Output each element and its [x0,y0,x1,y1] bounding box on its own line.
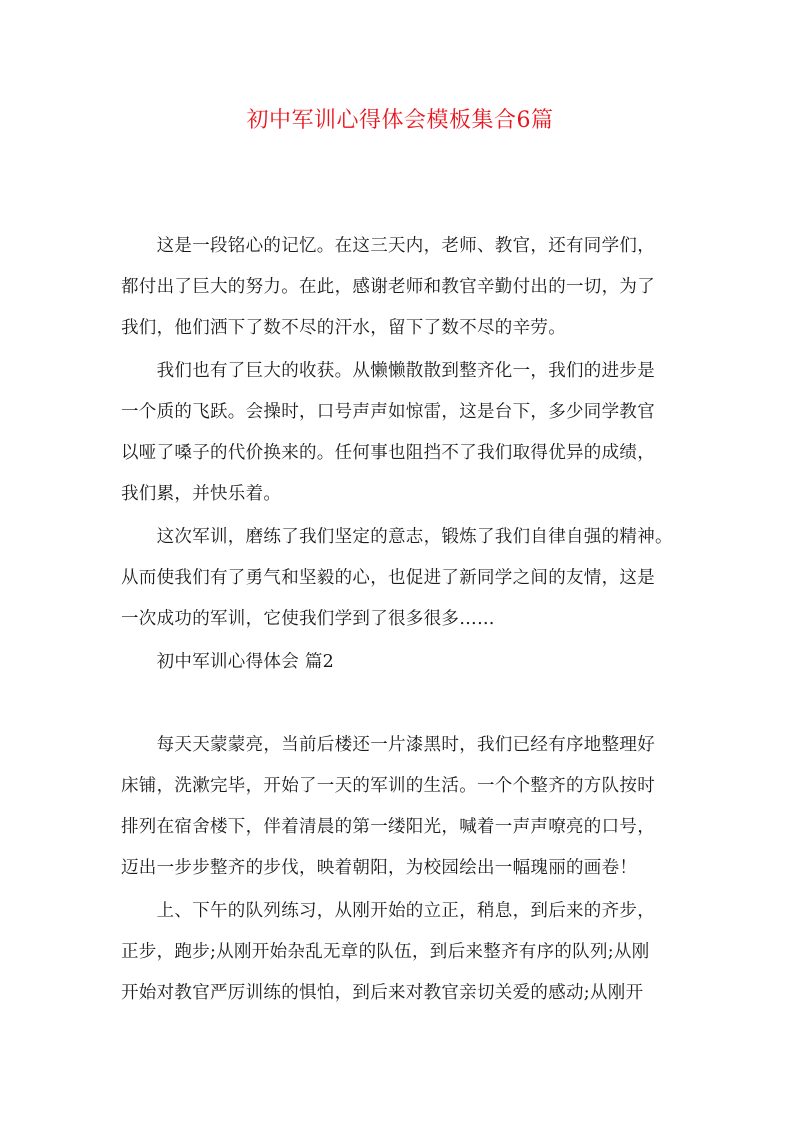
paragraph-line: 我们累，并快乐着。 [121,484,282,504]
paragraph-line: 都付出了巨大的努力。在此，感谢老师和教官辛勤付出的一切，为了 [121,277,655,297]
paragraph-line: 排列在宿舍楼下，伴着清晨的第一缕阳光，喊着一声声嘹亮的口号， [121,817,655,837]
paragraph-line: 一次成功的军训，它使我们学到了很多很多…… [121,609,495,629]
paragraph-line: 床铺，洗漱完毕，开始了一天的军训的生活。一个个整齐的方队按时 [121,776,655,796]
paragraph-line: 这是一段铭心的记忆。在这三天内，老师、教官，还有同学们， [121,236,655,256]
paragraph-line: 以哑了嗓子的代价换来的。任何事也阻挡不了我们取得优异的成绩， [121,443,655,463]
paragraph-line: 开始对教官严厉训练的惧怕，到后来对教官亲切关爱的感动;从刚开 [121,983,644,1003]
paragraph-line: 我们也有了巨大的收获。从懒懒散散到整齐化一，我们的进步是 [121,361,655,381]
paragraph-line: 迈出一步步整齐的步伐，映着朝阳，为校园绘出一幅瑰丽的画卷！ [121,858,638,878]
paragraph-line: 每天天蒙蒙亮，当前后楼还一片漆黑时，我们已经有序地整理好 [121,735,655,755]
paragraph-line: 上、下午的队列练习，从刚开始的立正，稍息，到后来的齐步， [121,901,655,921]
section-heading: 初中军训心得体会 篇2 [121,652,335,672]
paragraph-line: 一个质的飞跃。会操时，口号声声如惊雷，这是台下，多少同学教官 [121,402,655,422]
paragraph-line: 正步，跑步;从刚开始杂乱无章的队伍，到后来整齐有序的队列;从刚 [121,942,650,962]
paragraph-line: 从而使我们有了勇气和坚毅的心，也促进了新同学之间的友情，这是 [121,568,655,588]
paragraph-line: 这次军训，磨练了我们坚定的意志，锻炼了我们自律自强的精神。 [121,527,673,547]
document-title: 初中军训心得体会模板集合6篇 [246,108,554,133]
paragraph-line: 我们，他们洒下了数不尽的汗水，留下了数不尽的辛劳。 [121,318,566,338]
